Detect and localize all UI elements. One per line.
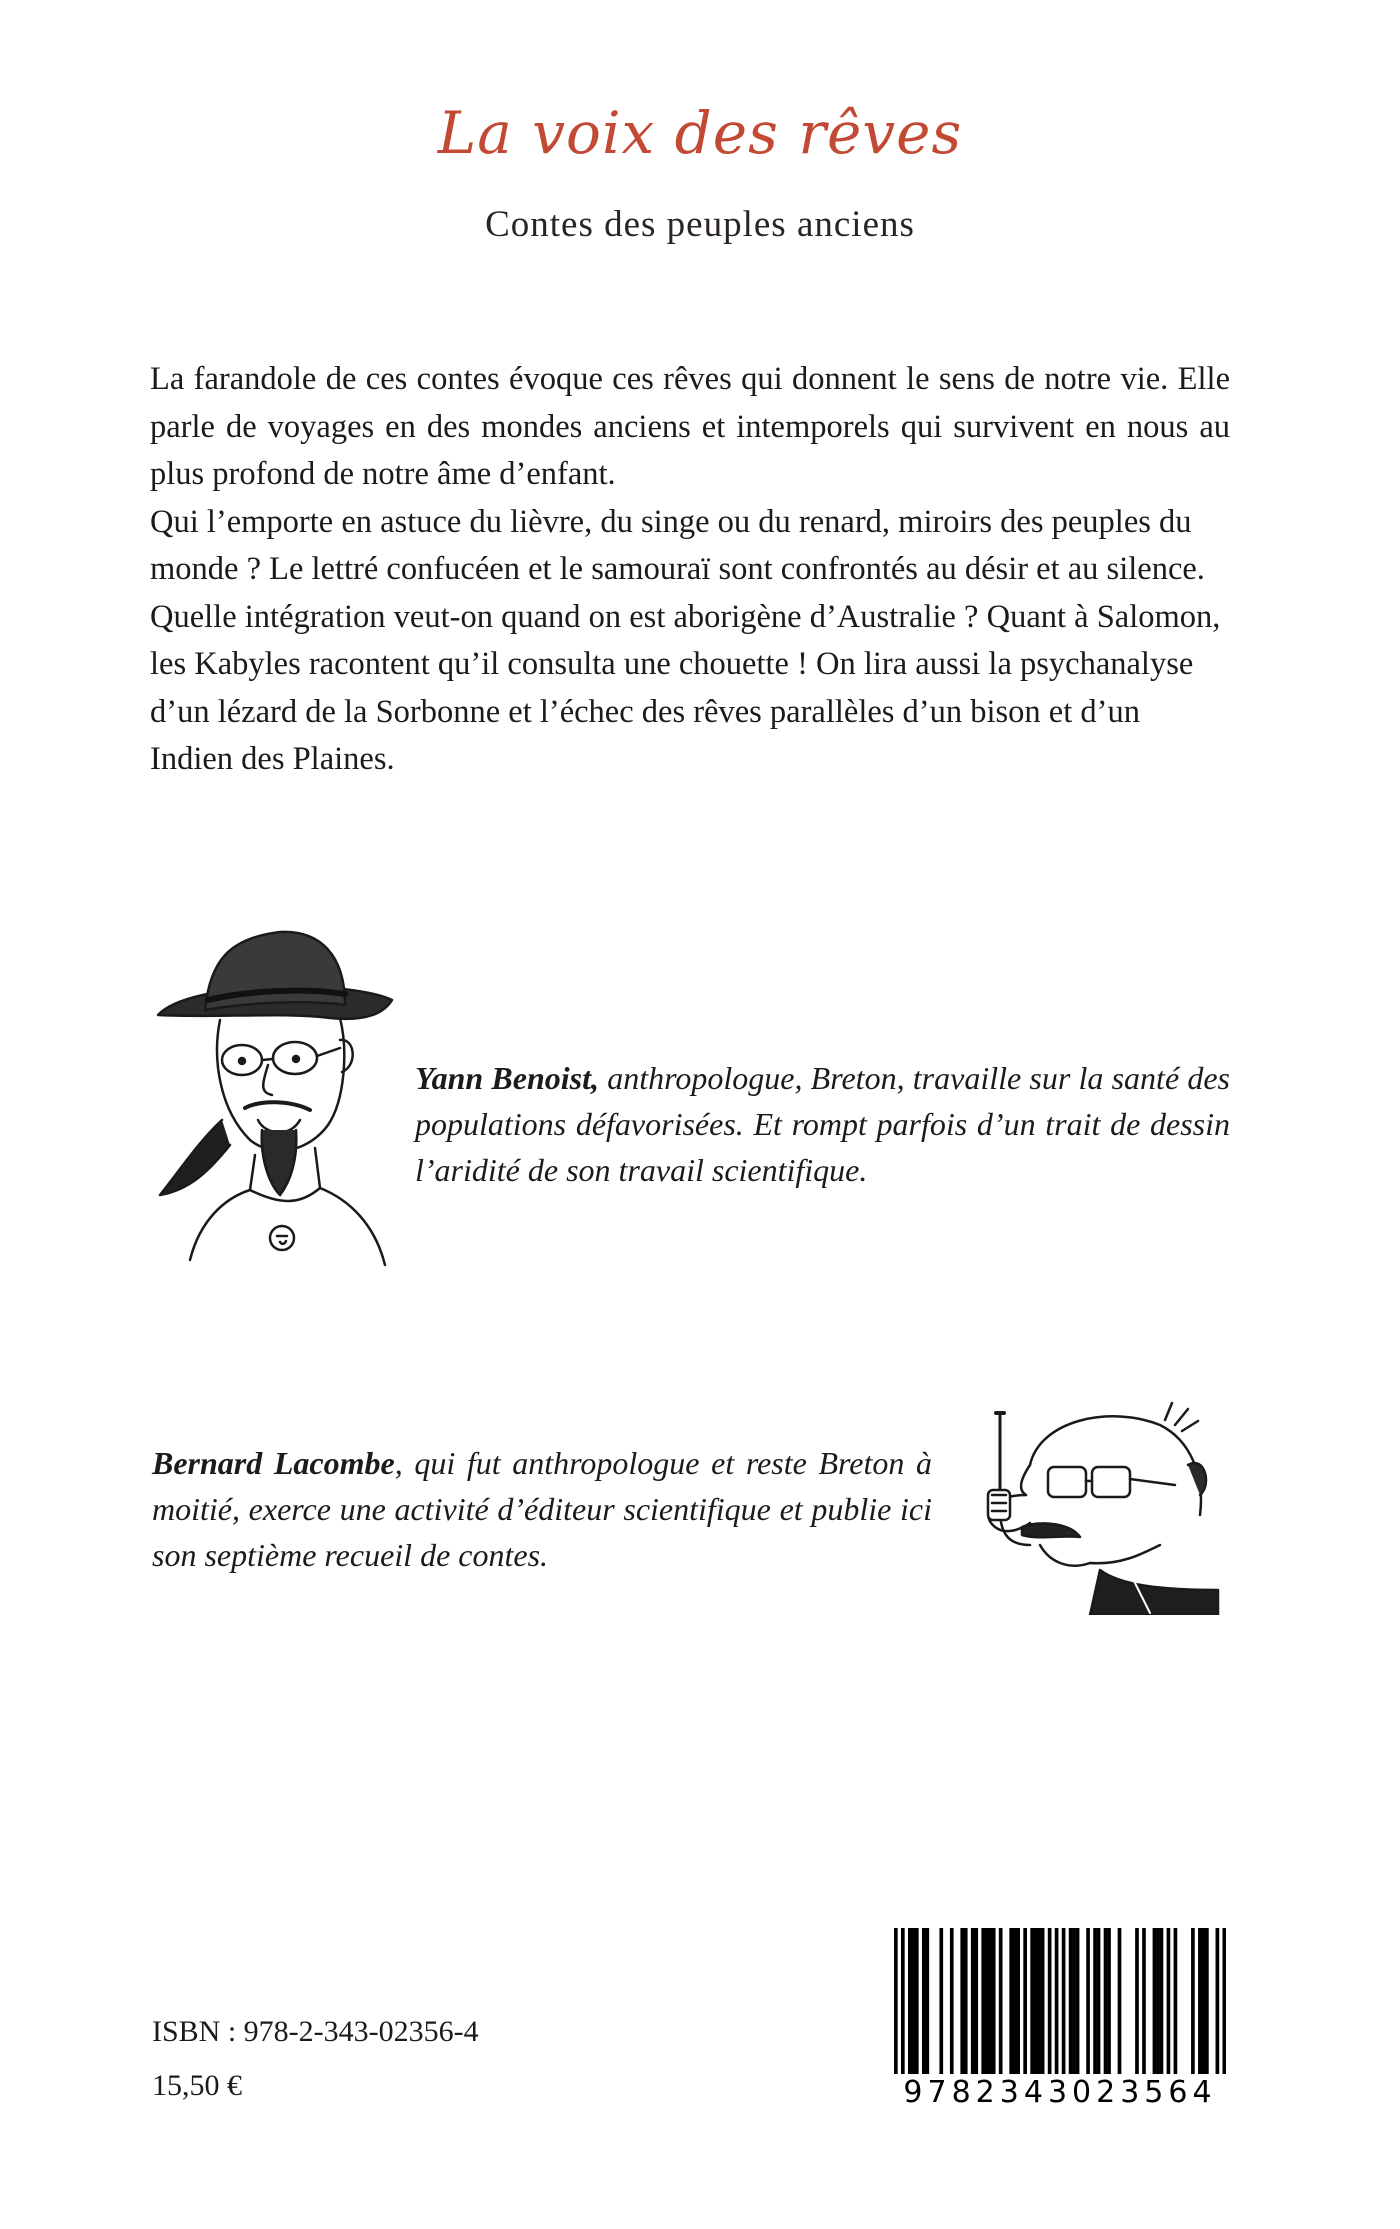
barcode	[894, 1928, 1226, 2122]
barcode-bar	[1048, 1928, 1052, 2074]
barcode-bar	[1072, 1928, 1076, 2074]
barcode-bar	[1062, 1928, 1066, 2074]
author-bio-text: , qui fut anthropologue et reste Breton à moitié, exerce une activité d’éditeur scientifique et publie ici son septième recueil de contes.	[152, 1445, 933, 1573]
barcode-bar	[1118, 1928, 1122, 2074]
barcode-bar	[1104, 1928, 1108, 2074]
barcode-bar	[1198, 1928, 1202, 2074]
author-bio-yann-benoist	[415, 1055, 1230, 1193]
barcode-bar	[908, 1928, 912, 2074]
author-name: Bernard Lacombe	[152, 1445, 395, 1481]
isbn-text: ISBN : 978-2-343-02356-4	[152, 2015, 479, 2048]
man-with-hat-glasses-goatee-illustration-icon	[150, 920, 400, 1270]
barcode-bar	[901, 1928, 905, 2074]
barcode-bar	[1013, 1928, 1017, 2074]
barcode-bar	[974, 1928, 978, 2074]
barcode-bar	[964, 1928, 968, 2074]
author-portrait-yann-benoist	[150, 920, 400, 1270]
blurb-paragraph-1: La farandole de ces contes évoque ces rêves qui donnent le sens de notre vie. Elle parle de voyages en des mondes anciens et intemporels qui survivent en nous au plus profond de notre âme d’enfant.	[150, 361, 1230, 492]
barcode-bar	[1191, 1928, 1195, 2074]
barcode-bar	[1160, 1928, 1164, 2074]
author-name: Yann Benoist,	[415, 1060, 599, 1096]
barcode-bar	[1097, 1928, 1101, 2074]
barcode-bar	[894, 1928, 898, 2074]
barcode-bar	[1055, 1928, 1059, 2074]
barcode-bar	[1041, 1928, 1045, 2074]
barcode-bar	[915, 1928, 919, 2074]
barcode-bar	[971, 1928, 975, 2074]
barcode-bar	[950, 1928, 954, 2074]
barcode-bar	[1037, 1928, 1041, 2074]
barcode-bar	[981, 1928, 985, 2074]
barcode-bar	[985, 1928, 989, 2074]
barcode-bar	[1016, 1928, 1020, 2074]
barcode-bar	[911, 1928, 915, 2074]
barcode-bar	[1086, 1928, 1090, 2074]
bald-man-with-glasses-mustache-pipe-illustration-icon	[960, 1395, 1220, 1615]
barcode-bar	[1009, 1928, 1013, 2074]
barcode-bar	[1142, 1928, 1146, 2074]
barcode-number: 9782343023564	[903, 2075, 1217, 2110]
barcode-bar	[1153, 1928, 1157, 2074]
book-subtitle: Contes des peuples anciens	[485, 204, 915, 245]
barcode-bar	[1023, 1928, 1027, 2074]
barcode-bar	[960, 1928, 964, 2074]
barcode-bar	[1135, 1928, 1139, 2074]
price-text: 15,50 €	[152, 2069, 242, 2102]
barcode-bar	[1156, 1928, 1160, 2074]
back-cover-blurb	[150, 356, 1230, 784]
author-bio-text: anthropologue, Breton, travaille sur la santé des populations défavorisées. Et rompt parfois d’un trait de dessin l’aridité de son travail scientifique.	[415, 1060, 1231, 1188]
barcode-bar	[1205, 1928, 1209, 2074]
barcode-bar	[988, 1928, 992, 2074]
barcode-bar	[1069, 1928, 1073, 2074]
barcode-bar	[1107, 1928, 1111, 2074]
barcode-bar	[1202, 1928, 1206, 2074]
barcode-bar	[1223, 1928, 1226, 2074]
barcode-bar	[1076, 1928, 1080, 2074]
barcode-bar	[1030, 1928, 1034, 2074]
author-portrait-bernard-lacombe	[960, 1395, 1220, 1615]
barcode-bar	[939, 1928, 943, 2074]
barcode-bar	[992, 1928, 996, 2074]
barcode-bar	[999, 1928, 1003, 2074]
barcode-bar	[922, 1928, 926, 2074]
blurb-paragraph-2: Qui l’emporte en astuce du lièvre, du singe ou du renard, miroirs des peuples du monde ? Le lettré confucéen et le samouraï sont confrontés au désir et au silence. Quelle intégration veut-on quand on est aborigène d’Australie ? Quant à Salomon, les Kabyles racontent qu’il consulta une chouette ! On lira aussi la psychanalyse d’un lézard de la Sorbonne et l’échec des rêves parallèles d’un bison et d’un Indien des Plaines.	[150, 503, 1221, 777]
barcode-bar	[1034, 1928, 1038, 2074]
barcode-bar	[1174, 1928, 1178, 2074]
barcode-bar	[1167, 1928, 1171, 2074]
barcode-bar	[925, 1928, 929, 2074]
barcode-bar	[1216, 1928, 1220, 2074]
author-bio-bernard-lacombe	[152, 1440, 932, 1578]
ean13-barcode-icon	[894, 1928, 1226, 2074]
book-title: La voix des rêves	[437, 99, 963, 167]
barcode-bar	[1093, 1928, 1097, 2074]
